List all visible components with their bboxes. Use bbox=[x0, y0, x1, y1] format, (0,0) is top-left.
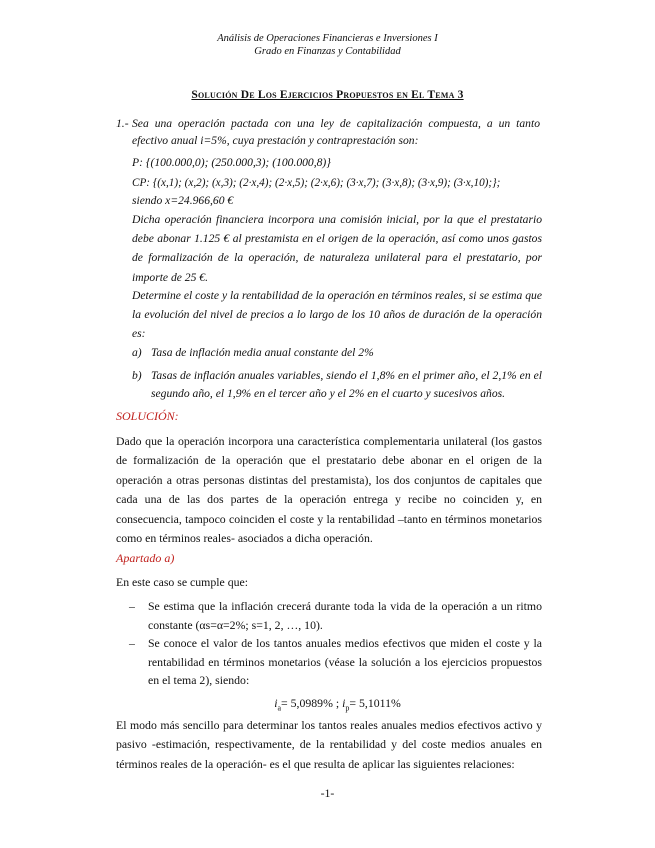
cumple-line: En este caso se cumple que: bbox=[116, 575, 249, 589]
header-degree: Grado en Finanzas y Contabilidad bbox=[254, 45, 401, 57]
prestacion-set: P: {(100.000,0); (250.000,3); (100.000,8)} bbox=[132, 156, 331, 169]
page-number: -1- bbox=[320, 786, 335, 800]
option-a-text: Tasa de inflación media anual constante del 2% bbox=[151, 346, 374, 359]
exercise-number: 1.- bbox=[116, 117, 129, 130]
apartado-a-heading: Apartado a) bbox=[116, 551, 175, 565]
formula-passive-rate: = 5,1011% bbox=[349, 696, 401, 710]
comision-paragraph: Dicha operación financiera incorpora una comisión inicial, por la que el prestatario debe abonar 1.125 € al prestamista en el origen de la operación, así como unos gastos de formalización de la operación, de naturaleza unilateral para el prestatario, por importe de 25 €. bbox=[132, 213, 542, 284]
option-b-text: Tasas de inflación anuales variables, siendo el 1,8% en el primer año, el 2,1% en el segundo año, el 1,9% en el tercer año y el 2% en el cuarto y sucesivos años. bbox=[151, 369, 542, 400]
running-header bbox=[0, 33, 655, 58]
bullet-dash-1: – bbox=[129, 599, 135, 613]
x-value: siendo x=24.966,60 € bbox=[132, 194, 234, 207]
bullet-dash-2: – bbox=[129, 636, 135, 650]
contraprestacion-set: CP: {(x,1); (x,2); (x,3); (2·x,4); (2·x,5); (2·x,6); (3·x,7); (3·x,8); (3·x,9); (3·x,10);}; bbox=[132, 177, 501, 189]
modo-paragraph: El modo más sencillo para determinar los tantos reales anuales medios efectivos activo y pasivo -estimación, respectivamente, de la rentabilidad y del coste medios anuales en términos reales de la operación- es el que resulta de aplicar las siguientes relaciones: bbox=[116, 718, 542, 771]
page-title: Solución De Los Ejercicios Propuestos en El Tema 3 bbox=[191, 89, 464, 101]
bullet-tantos: Se conoce el valor de los tantos anuales medios efectivos que miden el coste y la rentabilidad en términos monetarios (véase la solución a los ejercicios propuestos en el tema 2), siendo: bbox=[148, 636, 542, 687]
solucion-heading: SOLUCIÓN: bbox=[116, 409, 179, 423]
option-a-label: a) bbox=[132, 346, 142, 359]
exercise-statement: Sea una operación pactada con una ley de capitalización compuesta, a un tanto efectivo anual i=5%, cuya prestación y contraprestación son: bbox=[132, 117, 540, 147]
option-b-label: b) bbox=[132, 369, 142, 382]
bullet-inflation: Se estima que la inflación crecerá durante toda la vida de la operación a un ritmo constante (αs=α=2%; s=1, 2, …, 10). bbox=[148, 599, 542, 632]
tantos-formula: $i_a= 5,0989\%$ ; $i_p= 5,1011\%$ bbox=[274, 696, 401, 713]
header-course-title: Análisis de Operaciones Financieras e Inversiones I bbox=[217, 33, 438, 44]
solucion-intro: Dado que la operación incorpora una característica complementaria unilateral (los gastos de formalización de la operación que el prestatario debe abonar en el origen de la operación a otras personas distintas del prestamista), los dos conjuntos de capitales que cada una de las dos partes de la operación entrega y recibe no coinciden y, en consecuencia, tampoco coinciden el coste y la rentabilidad –tanto en términos monetarios como en términos reales- asociados a dicha operación. bbox=[116, 434, 542, 546]
formula-active-rate: = 5,0989% ; bbox=[281, 696, 340, 710]
determine-paragraph: Determine el coste y la rentabilidad de la operación en términos reales, si se estima que la evolución del nivel de precios a lo largo de los 10 años de duración de la operación es: bbox=[132, 289, 542, 341]
